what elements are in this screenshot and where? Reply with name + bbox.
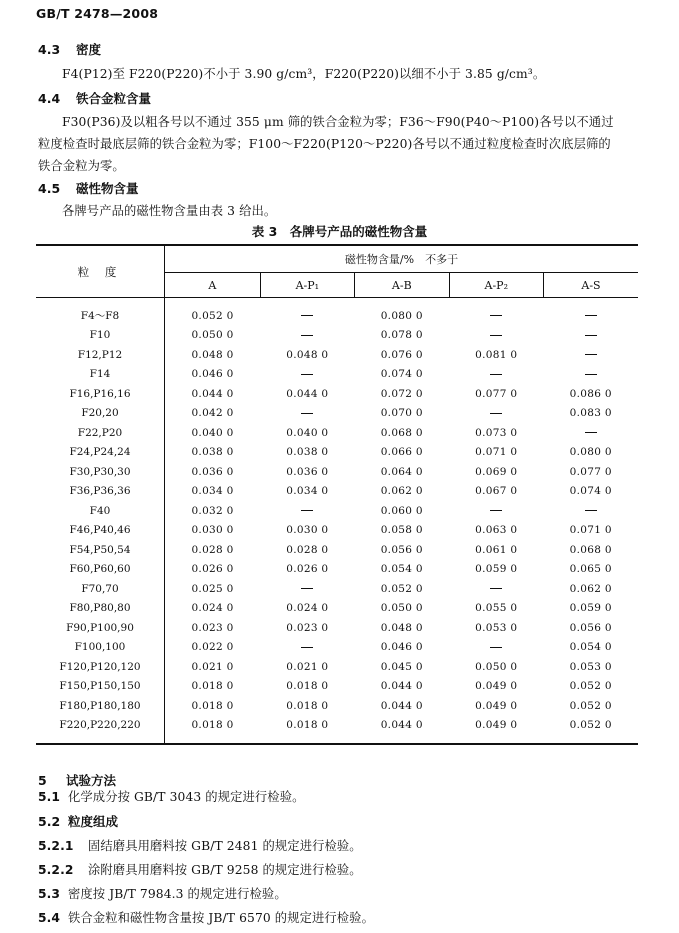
empty-value-cell (260, 365, 354, 385)
magnetic-value-cell: 0.072 0 (380, 387, 423, 400)
table-row (36, 365, 638, 385)
magnetic-value-cell: 0.071 0 (569, 524, 612, 537)
magnetic-value-cell: 0.046 0 (191, 368, 234, 381)
test-method-item (38, 836, 362, 854)
section-number: 4.3 (38, 42, 61, 57)
magnetic-value-cell: 0.034 0 (191, 485, 234, 498)
dash-mark (585, 315, 597, 316)
dash-mark (490, 315, 502, 316)
grain-size-cell: F36,P36,36 (36, 482, 165, 502)
dash-mark (301, 374, 313, 375)
magnetic-value-cell: 0.022 0 (191, 641, 234, 654)
table-row (36, 579, 638, 599)
magnetic-value-cell: 0.026 0 (286, 563, 329, 576)
magnetic-value-cell: 0.048 0 (286, 348, 329, 361)
magnetic-value-cell: 0.056 0 (380, 543, 423, 556)
dash-mark (490, 413, 502, 414)
dash-mark (490, 647, 502, 648)
table-caption: 表 3 各牌号产品的磁性物含量 (251, 224, 428, 239)
item-text: 固结磨具用磨料按 GB/T 2481 的规定进行检验。 (88, 839, 362, 853)
table-row (36, 696, 638, 716)
magnetic-value-cell: 0.050 0 (475, 660, 518, 673)
magnetic-value-cell: 0.058 0 (380, 524, 423, 537)
item-text: 铁合金粒和磁性物含量按 JB/T 6570 的规定进行检验。 (68, 911, 374, 925)
magnetic-value-cell: 0.064 0 (380, 465, 423, 478)
magnetic-value-cell: 0.086 0 (569, 387, 612, 400)
magnetic-value-cell: 0.052 0 (569, 719, 612, 732)
empty-value-cell (449, 579, 543, 599)
grain-size-cell: F54,P50,54 (36, 540, 165, 560)
magnetic-value-cell: 0.071 0 (475, 446, 518, 459)
table-row (36, 462, 638, 482)
dash-mark (301, 510, 313, 511)
dash-mark (585, 432, 597, 433)
magnetic-value-cell: 0.061 0 (475, 543, 518, 556)
grain-size-cell: F46,P40,46 (36, 521, 165, 541)
magnetic-value-cell: 0.077 0 (569, 465, 612, 478)
item-number: 5.2.1 (38, 839, 74, 853)
magnetic-value-cell: 0.050 0 (191, 329, 234, 342)
magnetic-value-cell: 0.046 0 (380, 641, 423, 654)
test-method-item (38, 884, 287, 902)
magnetic-value-cell: 0.083 0 (569, 407, 612, 420)
item-text: 密度按 JB/T 7984.3 的规定进行检验。 (68, 887, 287, 901)
magnetic-value-cell: 0.044 0 (191, 387, 234, 400)
grain-size-cell: F16,P16,16 (36, 384, 165, 404)
magnetic-value-cell: 0.048 0 (191, 348, 234, 361)
item-number: 5.3 (38, 887, 61, 901)
empty-value-cell (260, 501, 354, 521)
magnetic-value-cell: 0.052 0 (569, 680, 612, 693)
magnetic-value-cell: 0.052 0 (569, 699, 612, 712)
grain-size-cell: F24,P24,24 (36, 443, 165, 463)
magnetic-value-cell: 0.044 0 (286, 387, 329, 400)
magnetic-value-cell: 0.052 0 (191, 309, 234, 322)
magnetic-value-cell: 0.055 0 (475, 602, 518, 615)
magnetic-value-cell: 0.040 0 (191, 426, 234, 439)
grain-size-cell: F150,P150,150 (36, 677, 165, 697)
empty-value-cell (449, 298, 543, 326)
table-row (36, 404, 638, 424)
magnetic-value-cell: 0.024 0 (191, 602, 234, 615)
column-header: A-S (544, 273, 639, 298)
empty-value-cell (449, 404, 543, 424)
magnetic-value-cell: 0.050 0 (380, 602, 423, 615)
magnetic-value-cell: 0.074 0 (569, 485, 612, 498)
magnetic-value-cell: 0.045 0 (380, 660, 423, 673)
table-row (36, 677, 638, 697)
grain-size-cell: F220,P220,220 (36, 716, 165, 745)
magnetic-value-cell: 0.040 0 (286, 426, 329, 439)
magnetic-value-cell: 0.023 0 (191, 621, 234, 634)
dash-mark (301, 647, 313, 648)
magnetic-value-cell: 0.026 0 (191, 563, 234, 576)
dash-mark (301, 335, 313, 336)
dash-mark (490, 335, 502, 336)
empty-value-cell (260, 579, 354, 599)
magnetic-value-cell: 0.059 0 (569, 602, 612, 615)
section-4-3-heading (38, 40, 101, 58)
magnetic-value-cell: 0.073 0 (475, 426, 518, 439)
magnetic-value-cell: 0.062 0 (569, 582, 612, 595)
grain-size-cell: F4～F8 (36, 298, 165, 326)
dash-mark (301, 588, 313, 589)
magnetic-value-cell: 0.044 0 (380, 680, 423, 693)
alloy-text-line-1: F30(P36)及以粗各号以不通过 355 μm 筛的铁合金粒为零；F36～F90(P40～P100)各号以不通过 (62, 115, 614, 129)
table-row (36, 599, 638, 619)
table-row (36, 443, 638, 463)
table-row (36, 423, 638, 443)
magnetic-value-cell: 0.038 0 (191, 446, 234, 459)
empty-value-cell (449, 365, 543, 385)
grain-size-cell: F22,P20 (36, 423, 165, 443)
table-row (36, 560, 638, 580)
magnetic-content-table (36, 244, 638, 745)
magnetic-value-cell: 0.034 0 (286, 485, 329, 498)
magnetic-value-cell: 0.054 0 (380, 563, 423, 576)
magnetic-value-cell: 0.056 0 (569, 621, 612, 634)
column-header: A-P₁ (260, 273, 354, 298)
empty-value-cell (544, 298, 639, 326)
item-text: 涂附磨具用磨料按 GB/T 9258 的规定进行检验。 (88, 863, 362, 877)
dash-mark (301, 315, 313, 316)
section-number: 5 (38, 773, 47, 788)
magnetic-value-cell: 0.070 0 (380, 407, 423, 420)
magnetic-value-cell: 0.053 0 (475, 621, 518, 634)
grain-size-cell: F80,P80,80 (36, 599, 165, 619)
empty-value-cell (260, 298, 354, 326)
test-method-item (38, 908, 374, 926)
standard-code: GB/T 2478—2008 (36, 6, 159, 21)
table-row (36, 298, 638, 326)
magnetic-value-cell: 0.065 0 (569, 563, 612, 576)
magnetic-value-cell: 0.069 0 (475, 465, 518, 478)
magnetic-value-cell: 0.018 0 (286, 680, 329, 693)
grain-size-cell: F40 (36, 501, 165, 521)
table-row (36, 521, 638, 541)
grain-size-cell: F100,100 (36, 638, 165, 658)
magnetic-value-cell: 0.030 0 (191, 524, 234, 537)
magnetic-value-cell: 0.068 0 (380, 426, 423, 439)
magnetic-value-cell: 0.066 0 (380, 446, 423, 459)
empty-value-cell (260, 404, 354, 424)
magnetic-value-cell: 0.018 0 (191, 680, 234, 693)
item-text: 化学成分按 GB/T 3043 的规定进行检验。 (68, 790, 305, 804)
dash-mark (585, 335, 597, 336)
magnetic-value-cell: 0.024 0 (286, 602, 329, 615)
magnetic-value-cell: 0.025 0 (191, 582, 234, 595)
item-number: 5.2.2 (38, 863, 74, 877)
table-row (36, 638, 638, 658)
test-method-item (38, 812, 118, 830)
dash-mark (490, 510, 502, 511)
table-row (36, 618, 638, 638)
magnetic-value-cell: 0.049 0 (475, 699, 518, 712)
dash-mark (585, 354, 597, 355)
section-title: 密度 (76, 42, 102, 57)
table-row (36, 657, 638, 677)
magnetic-value-cell: 0.068 0 (569, 543, 612, 556)
table-row (36, 716, 638, 745)
grain-size-cell: F60,P60,60 (36, 560, 165, 580)
item-number: 5.4 (38, 911, 61, 925)
table-row (36, 501, 638, 521)
item-text: 粒度组成 (68, 814, 119, 829)
magnetic-value-cell: 0.042 0 (191, 407, 234, 420)
grain-size-cell: F20,20 (36, 404, 165, 424)
magnetic-value-cell: 0.030 0 (286, 524, 329, 537)
grain-size-cell: F120,P120,120 (36, 657, 165, 677)
empty-value-cell (449, 326, 543, 346)
dash-mark (490, 374, 502, 375)
magnetic-value-cell: 0.060 0 (380, 504, 423, 517)
table-row (36, 326, 638, 346)
test-method-item (38, 787, 305, 805)
magnetic-value-cell: 0.032 0 (191, 504, 234, 517)
table-row (36, 345, 638, 365)
empty-value-cell (260, 326, 354, 346)
item-number: 5.2 (38, 814, 61, 829)
empty-value-cell (449, 638, 543, 658)
grain-size-cell: F30,P30,30 (36, 462, 165, 482)
magnetic-value-cell: 0.048 0 (380, 621, 423, 634)
grain-size-cell: F70,70 (36, 579, 165, 599)
magnetic-value-cell: 0.028 0 (286, 543, 329, 556)
empty-value-cell (544, 326, 639, 346)
magnetic-value-cell: 0.062 0 (380, 485, 423, 498)
magnetic-content-header: 磁性物含量/% 不多于 (165, 245, 639, 273)
grain-size-cell: F12,P12 (36, 345, 165, 365)
magnetic-value-cell: 0.077 0 (475, 387, 518, 400)
magnetic-value-cell: 0.044 0 (380, 719, 423, 732)
magnetic-value-cell: 0.044 0 (380, 699, 423, 712)
magnetic-value-cell: 0.074 0 (380, 368, 423, 381)
magnetic-value-cell: 0.080 0 (380, 309, 423, 322)
grain-size-cell: F180,P180,180 (36, 696, 165, 716)
magnetic-value-cell: 0.076 0 (380, 348, 423, 361)
magnetic-value-cell: 0.078 0 (380, 329, 423, 342)
magnetic-value-cell: 0.021 0 (286, 660, 329, 673)
section-number: 4.4 (38, 91, 61, 106)
magnetic-value-cell: 0.052 0 (380, 582, 423, 595)
magnetic-value-cell: 0.059 0 (475, 563, 518, 576)
magnetic-text: 各牌号产品的磁性物含量由表 3 给出。 (62, 204, 277, 218)
grain-size-header: 粒 度 (36, 245, 165, 298)
density-text: F4(P12)至 F220(P220)不小于 3.90 g/cm³，F220(P220)以细不小于 3.85 g/cm³。 (62, 67, 546, 81)
magnetic-value-cell: 0.028 0 (191, 543, 234, 556)
column-header: A-P₂ (449, 273, 543, 298)
column-header: A-B (355, 273, 449, 298)
table-row (36, 384, 638, 404)
magnetic-value-cell: 0.018 0 (286, 699, 329, 712)
dash-mark (301, 413, 313, 414)
magnetic-value-cell: 0.063 0 (475, 524, 518, 537)
section-title: 试验方法 (66, 773, 117, 788)
dash-mark (585, 510, 597, 511)
magnetic-value-cell: 0.018 0 (191, 699, 234, 712)
test-method-item (38, 860, 362, 878)
empty-value-cell (544, 423, 639, 443)
section-number: 4.5 (38, 181, 61, 196)
column-header: A (165, 273, 261, 298)
empty-value-cell (544, 345, 639, 365)
magnetic-value-cell: 0.038 0 (286, 446, 329, 459)
table-row (36, 540, 638, 560)
section-title: 磁性物含量 (76, 181, 139, 196)
dash-mark (585, 374, 597, 375)
magnetic-value-cell: 0.021 0 (191, 660, 234, 673)
item-number: 5.1 (38, 790, 61, 804)
magnetic-value-cell: 0.023 0 (286, 621, 329, 634)
magnetic-value-cell: 0.081 0 (475, 348, 518, 361)
magnetic-value-cell: 0.018 0 (191, 719, 234, 732)
alloy-text-line-3: 铁合金粒为零。 (38, 159, 125, 173)
magnetic-value-cell: 0.018 0 (286, 719, 329, 732)
magnetic-value-cell: 0.080 0 (569, 446, 612, 459)
dash-mark (490, 588, 502, 589)
grain-size-cell: F10 (36, 326, 165, 346)
magnetic-value-cell: 0.067 0 (475, 485, 518, 498)
magnetic-value-cell: 0.049 0 (475, 719, 518, 732)
table-row (36, 482, 638, 502)
empty-value-cell (260, 638, 354, 658)
alloy-text-line-2: 粒度检查时最底层筛的铁合金粒为零；F100～F220(P120～P220)各号以不通过粒度检查时次底层筛的 (38, 137, 611, 151)
grain-size-cell: F14 (36, 365, 165, 385)
section-4-5-heading (38, 179, 139, 197)
section-4-4-heading (38, 89, 151, 107)
magnetic-value-cell: 0.036 0 (191, 465, 234, 478)
magnetic-value-cell: 0.049 0 (475, 680, 518, 693)
magnetic-value-cell: 0.053 0 (569, 660, 612, 673)
empty-value-cell (544, 365, 639, 385)
magnetic-value-cell: 0.036 0 (286, 465, 329, 478)
magnetic-value-cell: 0.054 0 (569, 641, 612, 654)
empty-value-cell (449, 501, 543, 521)
section-title: 铁合金粒含量 (76, 91, 152, 106)
grain-size-cell: F90,P100,90 (36, 618, 165, 638)
empty-value-cell (544, 501, 639, 521)
